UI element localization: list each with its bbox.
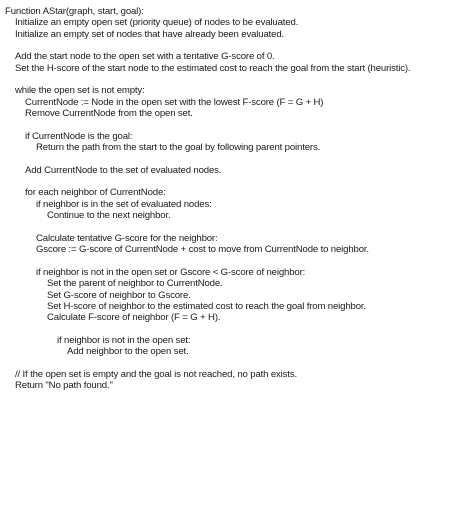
code-line: CurrentNode := Node in the open set with the lowest F-score (F = G + H) bbox=[25, 96, 324, 108]
if-goal-check: if CurrentNode is the goal: bbox=[25, 130, 133, 142]
code-line: Calculate tentative G-score for the neighbor: bbox=[36, 232, 218, 244]
code-line: if neighbor is not in the open set or Gscore < G-score of neighbor: bbox=[36, 266, 306, 278]
function-signature: Function AStar(graph, start, goal): bbox=[5, 6, 144, 17]
code-line: Calculate F-score of neighbor (F = G + H). bbox=[47, 312, 221, 324]
for-loop-header: for each neighbor of CurrentNode: bbox=[25, 187, 166, 199]
blank-line bbox=[5, 324, 456, 335]
code-line: Return the path from the start to the goal by following parent pointers. bbox=[36, 142, 321, 154]
code-line: Add CurrentNode to the set of evaluated nodes. bbox=[25, 164, 222, 176]
blank-line bbox=[5, 176, 456, 187]
blank-line bbox=[5, 154, 456, 165]
code-line: if neighbor is not in the open set: bbox=[57, 335, 191, 347]
blank-line bbox=[5, 40, 456, 51]
blank-line bbox=[5, 120, 456, 131]
blank-line bbox=[5, 256, 456, 267]
code-line: Return "No path found." bbox=[15, 380, 113, 392]
code-line: Set the parent of neighbor to CurrentNode. bbox=[47, 278, 223, 290]
code-line: Set H-score of neighbor to the estimated cost to reach the goal from neighbor. bbox=[47, 301, 366, 313]
while-loop-header: while the open set is not empty: bbox=[15, 85, 145, 97]
code-line: Continue to the next neighbor. bbox=[47, 210, 171, 222]
blank-line bbox=[5, 74, 456, 85]
code-line: Set the H-score of the start node to the estimated cost to reach the goal from the start (heuristic). bbox=[15, 62, 411, 74]
code-line: if neighbor is in the set of evaluated nodes: bbox=[36, 198, 212, 210]
blank-line bbox=[5, 222, 456, 233]
code-line: Initialize an empty set of nodes that have already been evaluated. bbox=[15, 28, 285, 40]
code-line: Add the start node to the open set with a tentative G-score of 0. bbox=[15, 51, 275, 63]
blank-line bbox=[5, 358, 456, 369]
code-line: Add neighbor to the open set. bbox=[67, 346, 189, 358]
code-line: Remove CurrentNode from the open set. bbox=[25, 108, 193, 120]
code-line: Set G-score of neighbor to Gscore. bbox=[47, 289, 191, 301]
code-line: Initialize an empty open set (priority queue) of nodes to be evaluated. bbox=[15, 17, 299, 29]
code-comment: // If the open set is empty and the goal is not reached, no path exists. bbox=[15, 369, 297, 381]
code-line: Gscore := G-score of CurrentNode + cost to move from CurrentNode to neighbor. bbox=[36, 244, 369, 256]
